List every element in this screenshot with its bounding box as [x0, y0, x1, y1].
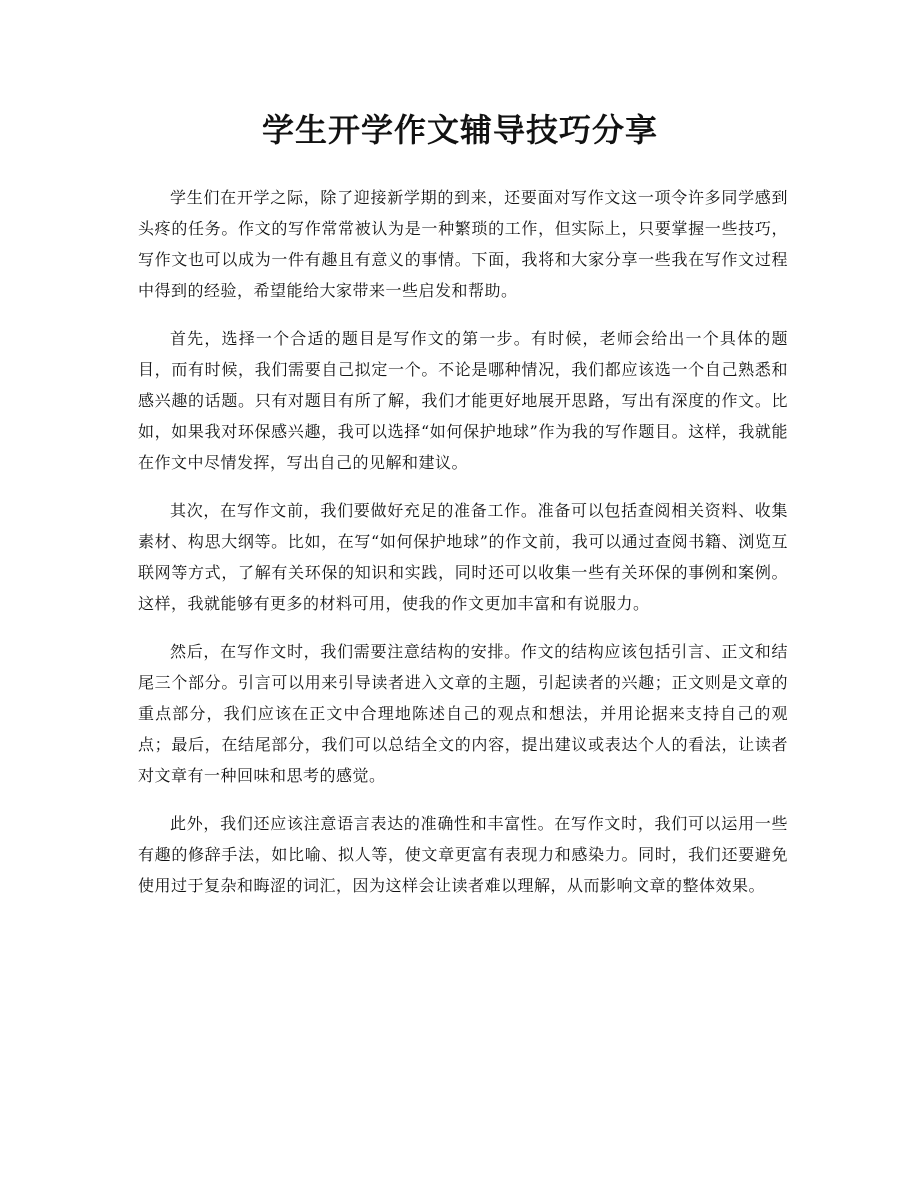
paragraph-1: 学生们在开学之际，除了迎接新学期的到来，还要面对写作文这一项令许多同学感到头疼的任务。作文的写作常常被认为是一种繁琐的工作，但实际上，只要掌握一些技巧，写作文也可以成为一件有趣且有意义的事情。下面，我将和大家分享一些我在写作文过程中得到的经验，希望能给大家带来一些启发和帮助。	[138, 188, 788, 300]
paragraph-3: 其次，在写作文前，我们要做好充足的准备工作。准备可以包括查阅相关资料、收集素材、构思大纲等。比如，在写“如何保护地球”的作文前，我可以通过查阅书籍、浏览互联网等方式，了解有关环保的知识和实践，同时还可以收集一些有关环保的事例和案例。这样，我就能够有更多的材料可用，使我的作文更加丰富和有说服力。	[138, 501, 788, 613]
paragraph-5: 此外，我们还应该注意语言表达的准确性和丰富性。在写作文时，我们可以运用一些有趣的修辞手法，如比喻、拟人等，使文章更富有表现力和感染力。同时，我们还要避免使用过于复杂和晦涩的词汇，因为这样会让读者难以理解，从而影响文章的整体效果。	[138, 814, 788, 895]
paragraph-2: 首先，选择一个合适的题目是写作文的第一步。有时候，老师会给出一个具体的题目，而有时候，我们需要自己拟定一个。不论是哪种情况，我们都应该选一个自己熟悉和感兴趣的话题。只有对题目有所了解，我们才能更好地展开思路，写出有深度的作文。比如，如果我对环保感兴趣，我可以选择“如何保护地球”作为我的写作题目。这样，我就能在作文中尽情发挥，写出自己的见解和建议。	[138, 329, 788, 472]
document-title: 学生开学作文辅导技巧分享	[261, 111, 658, 149]
paragraph-4: 然后，在写作文时，我们需要注意结构的安排。作文的结构应该包括引言、正文和结尾三个部分。引言可以用来引导读者进入文章的主题，引起读者的兴趣；正文则是文章的重点部分，我们应该在正文中合理地陈述自己的观点和想法，并用论据来支持自己的观点；最后，在结尾部分，我们可以总结全文的内容，提出建议或表达个人的看法，让读者对文章有一种回味和思考的感觉。	[138, 642, 788, 785]
document-body	[138, 182, 788, 918]
